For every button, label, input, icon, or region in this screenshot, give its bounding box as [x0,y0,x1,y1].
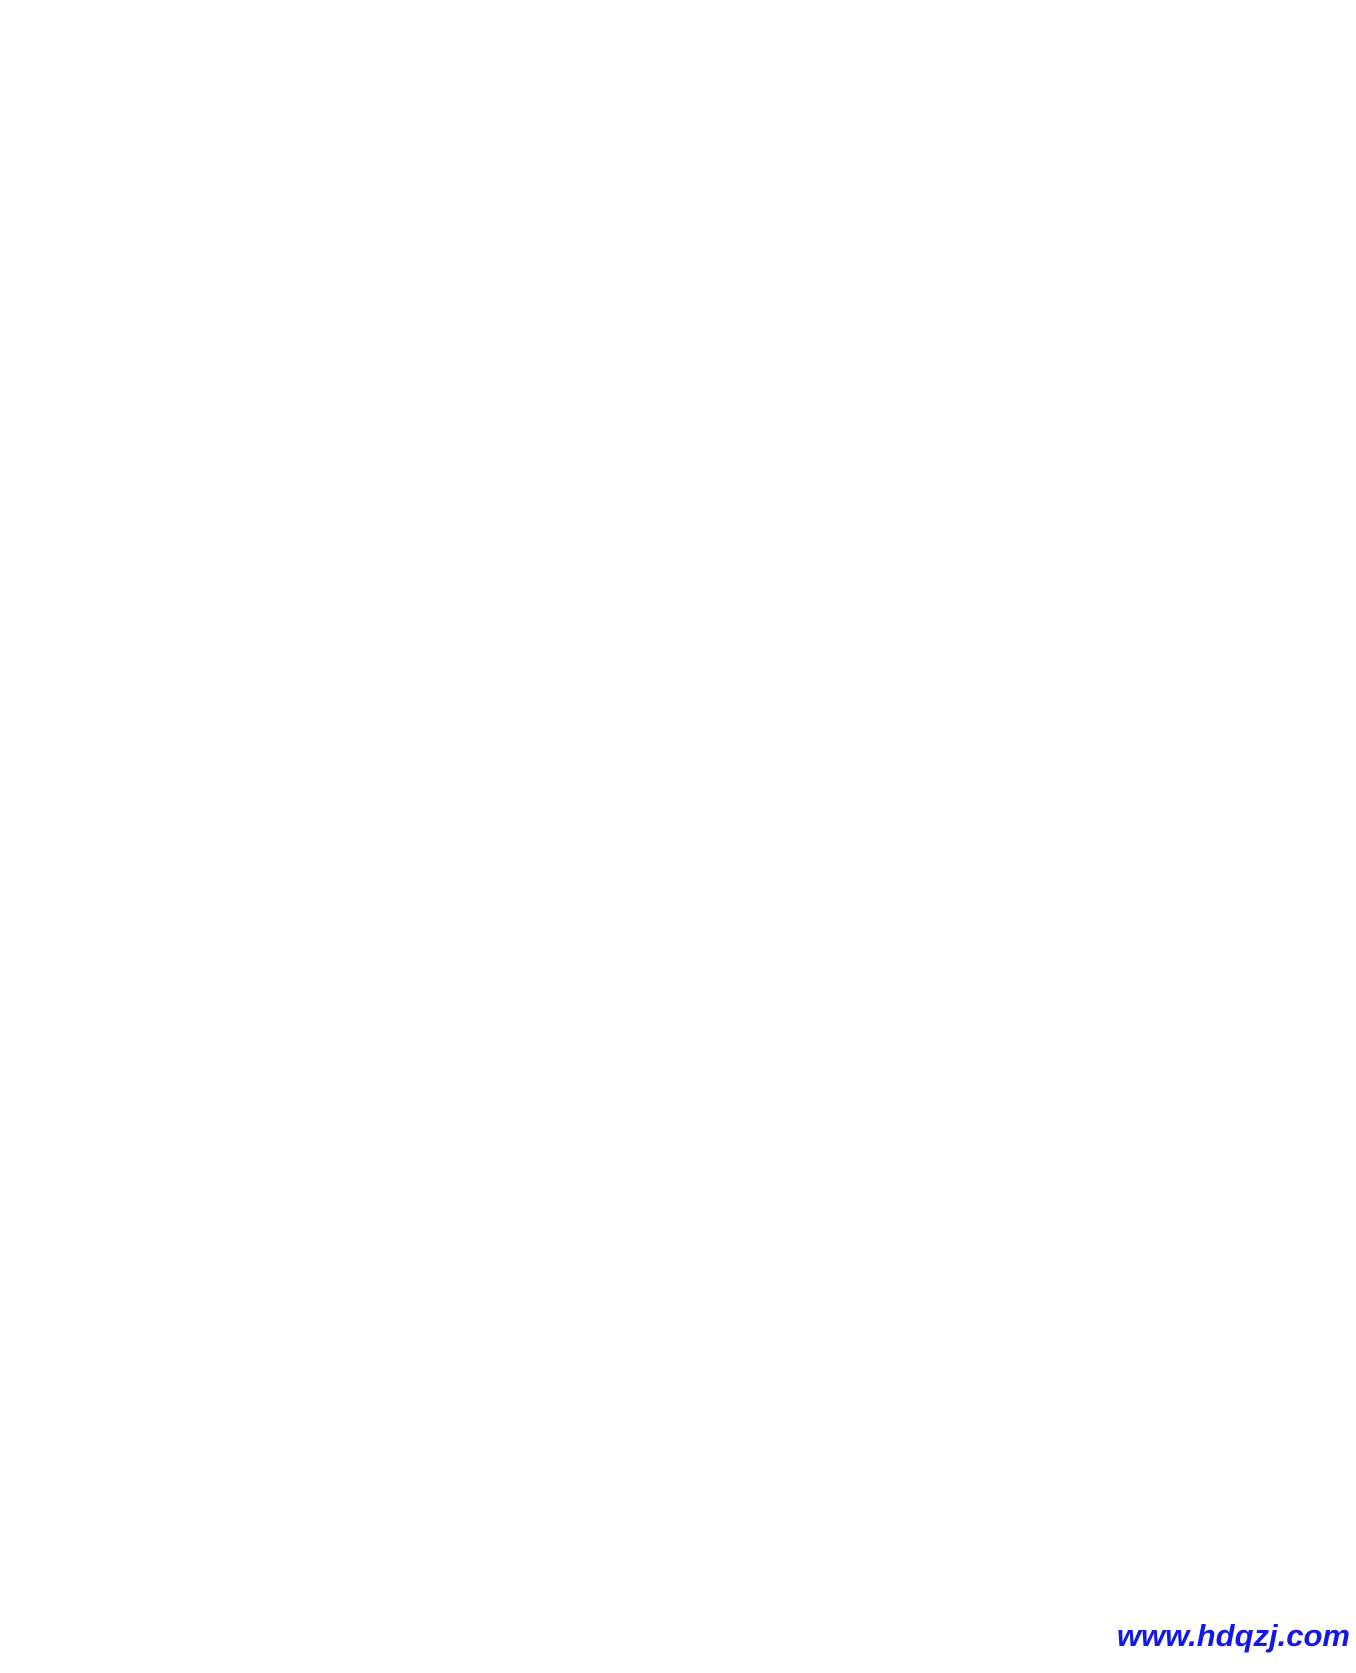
watermark-link[interactable]: www.hdqzj.com [1116,1618,1350,1653]
page [0,2,1356,1673]
